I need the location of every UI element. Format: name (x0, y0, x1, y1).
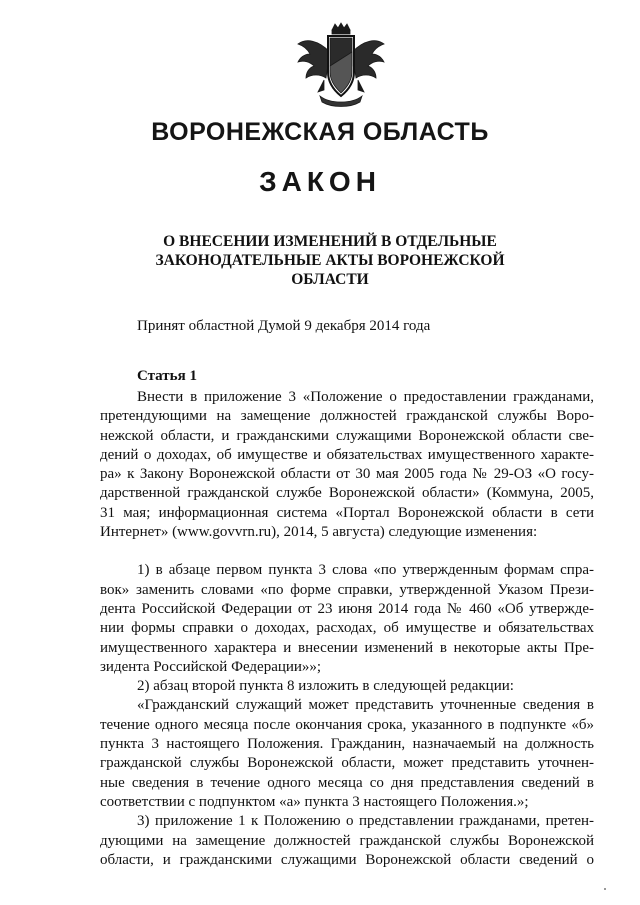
item-1-line: нии формы справки о доходах, расходах, об имуществе и обязательствах (100, 620, 594, 637)
paragraph-line: Внести в приложение 3 «Положение о предоставлении гражданами, (137, 389, 594, 405)
paragraph-line: ра» к Закону Воронежской области от 30 мая 2005 года № 29-ОЗ «О госу- (100, 466, 594, 483)
paragraph-line: нежской области, и гражданскими служащими Воронежской области све- (100, 427, 594, 444)
paragraph-line: дений о доходах, об имуществе и обязательствах имущественного характе- (100, 446, 594, 463)
scan-speck (604, 888, 606, 890)
paragraph-line: Интернет» (www.govvrn.ru), 2014, 5 августа) следующие изменения: (100, 524, 538, 541)
item-2-line: пункта 3 настоящего Положения. Гражданин, назначаемый на должность (100, 736, 594, 753)
item-2-line: «Гражданский служащий может представить уточненные сведения в (137, 697, 594, 714)
paragraph-line: претендующими на замещение должностей гражданской службы Воро- (100, 408, 594, 425)
region-title: ВОРОНЕЖСКАЯ ОБЛАСТЬ (151, 118, 489, 146)
item-2-line: течение одного месяца после окончания срока, указанного в подпункте «б» (100, 716, 594, 733)
paragraph-line: 31 мая; информационная система «Портал Воронежской области в сети (100, 504, 594, 521)
article-title: Статья 1 (137, 368, 197, 384)
paragraph-spacer (100, 542, 594, 561)
paragraph-line: дарственной гражданской службе Воронежской области» (Коммуна, 2005, (100, 485, 594, 502)
coat-of-arms-emblem (294, 22, 388, 108)
article-body (100, 388, 594, 870)
law-subject-heading (140, 232, 520, 289)
subject-line: ОБЛАСТИ (291, 271, 369, 288)
item-3-line: области, и гражданскими служащими Воронежской области сведений о (100, 851, 594, 868)
item-2-line: 2) абзац второй пункта 8 изложить в следующей редакции: (137, 678, 514, 695)
adoption-note: Принят областной Думой 9 декабря 2014 года (137, 318, 431, 334)
subject-line: ЗАКОНОДАТЕЛЬНЫЕ АКТЫ ВОРОНЕЖСКОЙ (155, 252, 505, 269)
item-1-line: 1) в абзаце первом пункта 3 слова «по утвержденным формам спра- (137, 562, 594, 579)
item-1-line: вок» заменить словами «по форме справки, утвержденной Указом Прези- (100, 581, 594, 598)
item-1-line: зидента Российской Федерации»»; (100, 658, 322, 675)
item-2-line: соответствии с подпунктом «а» пункта 3 настоящего Положения.»; (100, 793, 529, 810)
subject-line: О ВНЕСЕНИИ ИЗМЕНЕНИЙ В ОТДЕЛЬНЫЕ (163, 233, 497, 250)
document-type-title: ЗАКОН (259, 166, 381, 197)
item-2-line: гражданской службы Воронежской области, может представить уточнен- (100, 755, 594, 772)
item-3-line: дующими на замещение должностей гражданской службы Воронежской (100, 832, 594, 849)
item-3-line: 3) приложение 1 к Положению о представлении гражданами, претен- (137, 813, 594, 830)
item-2-line: ные сведения в течение одного месяца со дня представления сведений в (100, 774, 594, 791)
item-1-line: дента Российской Федерации от 23 июня 2014 года № 460 «Об утвержде- (100, 600, 594, 617)
item-1-line: имущественного характера и внесении изменений в некоторые акты Пре- (100, 639, 594, 656)
